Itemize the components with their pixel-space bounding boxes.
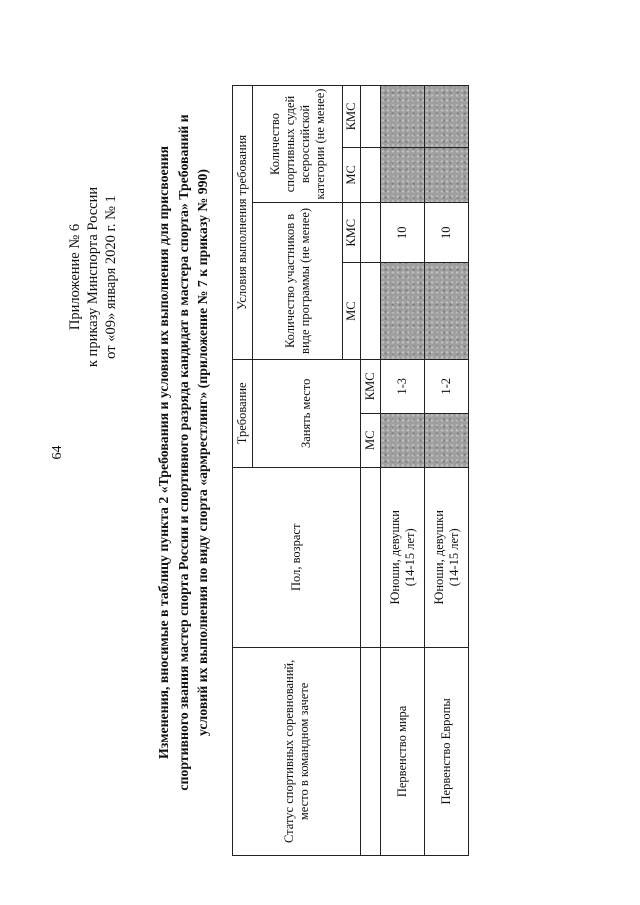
header-empty <box>361 467 381 647</box>
header-requirement-text: Требование <box>235 382 249 445</box>
header-empty <box>361 86 381 148</box>
row-gender-age-line: (14-15 лет) <box>446 528 461 587</box>
header-participants-text: Количество участников в виде программы (не менее) <box>282 207 312 354</box>
row-gender-age <box>381 467 425 647</box>
header-empty <box>361 647 381 855</box>
header-conditions <box>233 86 253 360</box>
header-gender-age <box>233 467 361 647</box>
row-gender-age-line: Юноши, девушки <box>431 510 446 605</box>
row-place-ms <box>381 413 425 467</box>
header-empty <box>361 147 381 202</box>
header-judges <box>253 86 343 203</box>
header-empty <box>361 263 381 359</box>
row-participants-ms <box>425 263 469 359</box>
header-place-text: Занять место <box>299 378 313 449</box>
header-judges-ms: МС <box>343 147 361 202</box>
row-status: Первенство Европы <box>425 647 469 855</box>
row-place-kms: 1-3 <box>381 359 425 413</box>
header-place-ms: МС <box>361 413 381 467</box>
header-participants-kms: КМС <box>343 203 361 263</box>
row-status: Первенство мира <box>381 647 425 855</box>
header-judges-kms: КМС <box>343 86 361 148</box>
row-judges-ms <box>425 147 469 202</box>
header-row <box>233 86 253 856</box>
row-judges-ms <box>381 147 425 202</box>
row-gender-age <box>425 467 469 647</box>
title-line: Изменения, вносимые в таблицу пункта 2 «Требования и условия их выполнения для присвоения <box>156 145 171 760</box>
row-judges-kms <box>425 86 469 148</box>
row-place-kms: 1-2 <box>425 359 469 413</box>
document-title <box>154 95 213 810</box>
header-gender-age-text: Пол, возраст <box>289 523 303 591</box>
header-requirement <box>233 359 253 467</box>
table-row <box>425 86 469 856</box>
row-judges-kms <box>381 86 425 148</box>
header-place-kms: КМС <box>361 359 381 413</box>
row-gender-age-line: Юноши, девушки <box>387 510 402 605</box>
appendix-line: к приказу Минспорта России <box>85 186 101 368</box>
title-line: спортивного звания мастер спорта России и спортивного разряда кандидат в мастера спорта» Требований и <box>175 114 191 791</box>
page-number: 64 <box>50 445 65 460</box>
header-place <box>253 359 361 467</box>
row-participants-ms <box>381 263 425 359</box>
header-judges-text: Количество спортивных судей всероссийской категории (не менее) <box>267 88 327 200</box>
header-row <box>361 86 381 856</box>
header-conditions-text: Условия выполнения требования <box>235 134 249 310</box>
appendix-line: от «09» января 2020 г. № 1 <box>103 195 119 359</box>
appendix-line: Приложение № 6 <box>67 223 83 331</box>
appendix-block <box>66 127 120 427</box>
title-line: условий их выполнения по виду спорта «армрестлинг» (приложение № 7 к приказу № 990) <box>195 168 210 737</box>
row-gender-age-line: (14-15 лет) <box>402 528 417 587</box>
header-participants-ms: МС <box>343 263 361 359</box>
header-empty <box>361 203 381 263</box>
header-participants <box>253 203 343 360</box>
row-place-ms <box>425 413 469 467</box>
header-status <box>233 647 361 855</box>
row-participants-kms: 10 <box>425 203 469 263</box>
table-row <box>381 86 425 856</box>
requirements-table <box>232 85 469 856</box>
header-status-text: Статус спортивных соревнований, место в командном зачете <box>281 659 311 844</box>
row-participants-kms: 10 <box>381 203 425 263</box>
